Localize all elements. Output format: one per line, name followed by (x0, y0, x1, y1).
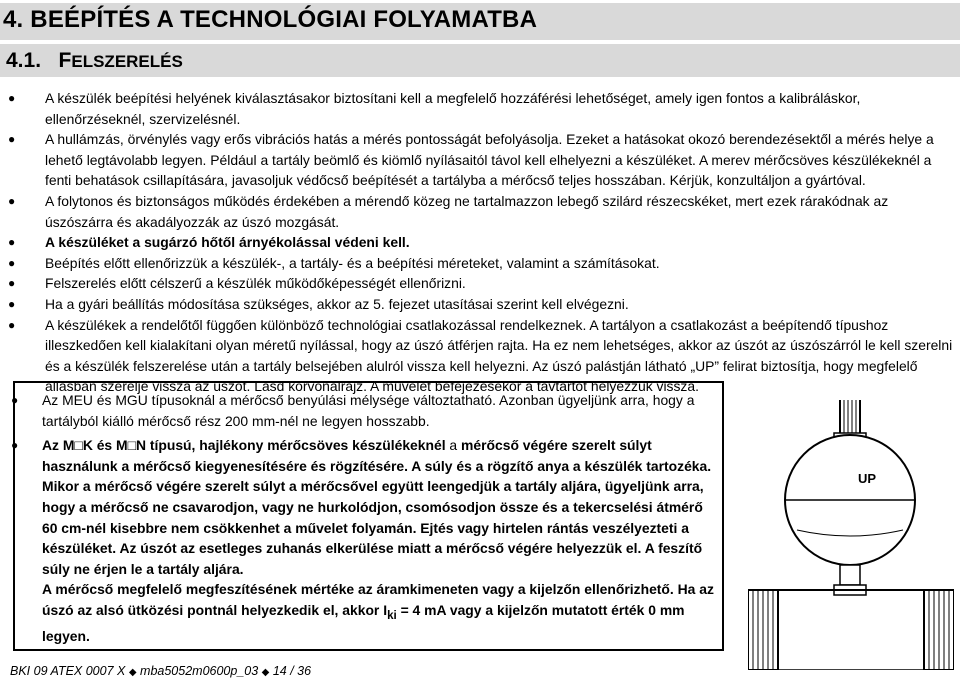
instruction-list (0, 88, 960, 397)
bullet-icon: ● (8, 276, 16, 291)
bullet-icon: ● (11, 393, 19, 407)
bullet-icon: ● (8, 91, 16, 105)
missing-glyph-icon: □ (127, 437, 136, 454)
section-title (6, 49, 183, 73)
missing-glyph-icon: □ (74, 437, 83, 454)
section-title-first: F (58, 49, 72, 72)
bullet-icon: ● (8, 255, 16, 270)
list-item: ● A folytonos és biztonságos működés érdekében a mérendő közeg ne tartalmazzon lebegő szilárd részecskéket, mert ezek rárakódnak az úszószárra és akadályozzák az úszó mozgását. (8, 192, 889, 230)
section-title-rest: ELSZERELÉS (71, 52, 183, 71)
bullet-icon: ● (8, 317, 16, 332)
list-item: ● Beépítés előtt ellenőrizzük a készülék-, a tartály- és a beépítési méreteket, valamint a számításokat. (0, 253, 960, 274)
list-item: ● A készülékek a rendelőtől függően különböző technológiai csatlakozással rendelkeznek. A tartályon a csatlakozást a beépítendő típushoz illeszkedően kell kialakítani olyan méretű nyílással, hogy az úszó átférjen rajta. Ha ez nem lehetséges, akkor az úszót az úszószárról le kell szerelni és a készülék felszerelése után a tartály belsejében alulról vissza kell helyezni. Az úszó palástján látható „UP” felirat biztosítja, hogy megfelelő állásban szerelje vissza az úszót. Lásd körvonalrajz. A művelet befejezésekor a távtartót helyezzük vissza. (8, 316, 953, 395)
diamond-icon: ◆ (128, 667, 137, 678)
list-item: ● A készüléket a sugárzó hőtől árnyékolással védeni kell. (0, 232, 960, 253)
bullet-icon: ● (8, 132, 16, 147)
list-item: ● A hullámzás, örvénylés vagy erős vibrációs hatás a mérés pontosságát befolyásolja. Ezeket a hatásokat okozó berendezésektől a mérés helye a lehető legtávolabb legyen. Például a tartály beömlő és kiömlő nyílásaitól távol kell elhelyezni a készüléket. A merev mérőcsöves készülékeknél a fenti behatások csillapítására, javasoljuk védőcső beépítését a tartályba a mérőcső teljes hosszában. Kérjük, konzultáljon a gyártóval. (8, 131, 934, 189)
chapter-title: 4. BEÉPÍTÉS A TECHNOLÓGIAI FOLYAMATBA (3, 6, 538, 33)
bullet-icon: ● (11, 438, 19, 453)
page-number: 14 / 36 (272, 664, 312, 678)
note-list (11, 390, 717, 647)
diamond-icon: ◆ (261, 667, 270, 678)
list-item: ● A készülék beépítési helyének kiválasztásakor biztosítani kell a megfelelő hozzáférési lehetőséget, amely igen fontos a kalibráláskor, ellenőrzéseknél, szervizelésnél. (8, 90, 861, 127)
paragraph: Mikor a mérőcső végére szerelt súlyt a mérőcsővel együtt leengedjük a tartály aljára, ügyeljünk arra, hogy a mérőcső ne csavarodjon, vagy ne hurkolódjon, csomósodjon össze és a tekercselési átmérő 60 cm-nél kisebbre nem csökkenhet a művelet folyamán. Ejtés vagy hirtelen rántás veszélyezteti a készüléket. Az úszót az esetleges zuhanás elkerülése miatt a mérőcső végére helyezzük el. A feszítő súly ne érjen le a tartály aljára. (42, 478, 704, 577)
list-item: ● Felszerelés előtt célszerű a készülék működőképességét ellenőrizni. (0, 273, 960, 294)
bullet-icon: ● (8, 235, 16, 250)
list-item: ● Az M□K és M□N típusú, hajlékony mérőcsöves készülékeknél a mérőcső végére szerelt súlyt használunk a mérőcső kiegyenesítésére és rögzítésére. A súly és a rögzítő anya a készülék tartozéka. (11, 437, 712, 474)
paragraph: A mérőcső megfelelő megfeszítésének mértéke az áramkimeneten vagy a kijelzőn ellenőrizhető. Ha az úszó az alsó ütközési pontnál helyezkedik el, akkor $I_{ki} = 4$ mA vagy a kijelzőn mutatott érték 0 mm legyen. (42, 581, 714, 645)
list-item: ● Az MEU és MGU típusoknál a mérőcső benyúlási mélysége változtatható. Azonban ügyeljünk arra, hogy a tartályból kiálló mérőcső rész 200 mm-nél ne legyen hosszabb. (11, 392, 695, 429)
list-item: ● Ha a gyári beállítás módosítása szükséges, akkor az 5. fejezet utasításai szerint kell elvégezni. (0, 294, 960, 315)
page-footer: BKI 09 ATEX 0007 X ◆ mba5052m0600p_03 ◆ 14 / 36 (10, 664, 312, 678)
up-label: UP (858, 471, 877, 486)
bullet-icon: ● (8, 193, 16, 208)
bullet-icon: ● (8, 296, 16, 311)
section-number: 4.1. (6, 49, 42, 72)
float-drawing (748, 400, 954, 670)
